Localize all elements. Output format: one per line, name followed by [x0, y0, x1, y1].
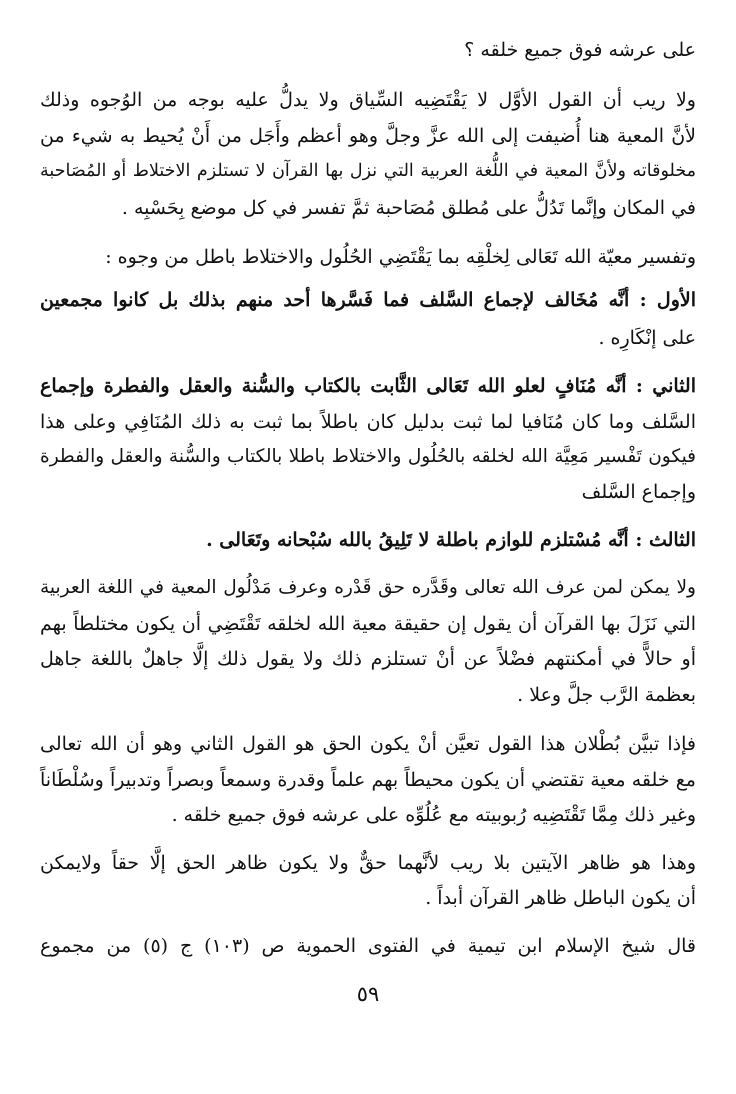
text-line: على إنْكَارِه .	[598, 327, 696, 349]
text-line: مع خلقه معية تقتضي أن يكون محيطاً بهم علماً وقدرة وسمعاً وبصراً وتدبيراً وسُلْطَاناً	[40, 769, 696, 791]
text-line: مخلوقاته ولأنَّ المعية في اللُّغة العربية التي نزل بها القرآن لا تستلزم الاختلاط أو المُصَاحبة	[40, 161, 696, 181]
text-line: التي نَزَلَ بها القرآن أن يقول إن حقيقة معية الله لخلقه تَقْتَضِي أن يكون مختلطاً بهم	[40, 613, 696, 635]
text-line: وغير ذلك مِمَّا تَقْتَضِيه رُبوبيته مع عُلُوِّه على عرشه فوق جميع خلقه .	[171, 804, 696, 826]
text-line: لأنَّ المعية هنا أُضيفت إلى الله عزَّ وجلَّ وهو أعظم وأَجَل من أَنْ يُحيط به شيء من	[40, 125, 696, 147]
text-line: فإذا تبيَّن بُطْلان هذا القول تعيَّن أنْ يكون الحق هو القول الثاني وهو أن الله تعالى	[40, 733, 696, 755]
text-line: وتفسير معيّة الله تَعَالى لِخلْقِه بما يَقْتَضِي الحُلُول والاختلاط باطل من وجوه :	[105, 246, 696, 268]
section-heading-line: الثالث : أنَّه مُسْتلزم للوازم باطلة لا تَلِيقُ بالله سُبْحانه وتَعَالى .	[206, 529, 696, 551]
section-heading-line: الأول : أنَّه مُخَالف لإجماع السَّلف فما فَسَّرها أحد منهم بذلك بل كانوا مجمعين	[40, 289, 696, 311]
text-line: قال شيخ الإسلام ابن تيمية في الفتوى الحموية ص (١٠٣) ج (٥) من مجموع	[40, 935, 696, 957]
text-line: وإجماع السَّلف	[581, 481, 696, 503]
text-line: بعظمة الرَّب جلَّ وعلا .	[517, 684, 696, 706]
text-line: في المكان وإنَّما تَدُلُّ على مُطلق مُصَاحبة ثمَّ تفسر في كل موضع بِحَسْبِه .	[121, 197, 696, 219]
page-number: ٥٩	[356, 982, 380, 1006]
text-line: فيكون تَفْسير مَعِيَّة الله لخلقه بالحُلُول والاختلاط باطلا بالكتاب والسُّنة والعقل والفطرة	[40, 446, 696, 467]
text-line: أن يكون الباطل ظاهر القرآن أبداً .	[425, 887, 696, 909]
text-line: ولا ريب أن القول الأوَّل لا يَقْتَضِيه السِّياق ولا يدلُّ عليه بوجه من الوُجوه وذلك	[40, 89, 696, 111]
text-line: السَّلف وما كان مُنَافيا لما ثبت بدليل كان باطلاً بما ثبت به ذلك المُنَافِي وعلى هذا	[40, 411, 696, 433]
text-line: على عرشه فوق جميع خلقه ؟	[464, 39, 696, 61]
text-line: وهذا هو ظاهر الآيتين بلا ريب لأنَّهما حقٌّ ولا يكون ظاهر الحق إلَّا حقاً ولايمكن	[40, 852, 696, 874]
text-line: أو حالاًّ في أمكنتهم فضْلاً عن أنْ تستلزم ذلك ولا يقول ذلك إلَّا جاهلٌ باللغة جاهل	[40, 648, 696, 670]
section-heading-line: الثاني : أنَّه مُنَافٍ لعلو الله تَعَالى الثَّابت بالكتاب والسُّنة والعقل والفطرة وإجماع	[40, 375, 696, 397]
text-line: ولا يمكن لمن عرف الله تعالى وقَدَّره حق قَدْره وعرف مَدْلُول المعية في اللغة العربية	[40, 577, 696, 598]
